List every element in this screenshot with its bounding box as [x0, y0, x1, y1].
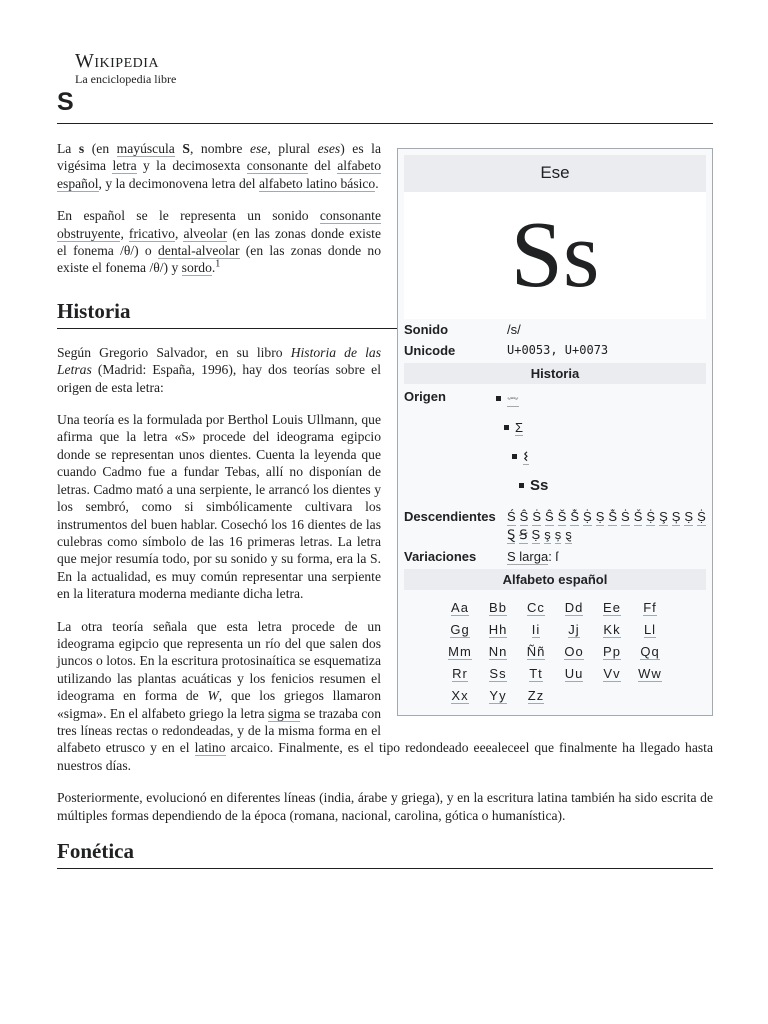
alfabeto-letter-link[interactable]: Bb — [489, 600, 507, 615]
descendiente-link[interactable]: Ṣ — [531, 527, 541, 542]
descendiente-link[interactable]: Ṧ — [608, 509, 618, 524]
infobox-title: Ese — [404, 155, 706, 192]
link-letra[interactable]: letra — [112, 158, 137, 174]
alfabeto-grid — [404, 592, 706, 709]
infobox-row-variaciones — [404, 546, 706, 567]
link-sordo[interactable]: sordo — [181, 260, 212, 276]
alfabeto-cell — [555, 664, 593, 683]
alfabeto-letter-link[interactable]: Rr — [452, 666, 468, 681]
alfabeto-cell — [555, 620, 593, 639]
unicode-label: Unicode — [404, 343, 456, 358]
alfabeto-letter-link[interactable]: Mm — [448, 644, 472, 659]
origen-value — [507, 388, 706, 504]
link-dental-alveolar[interactable]: dental-alveolar — [157, 243, 240, 259]
descendiente-link[interactable]: ş — [544, 527, 551, 542]
reference-1[interactable]: 1 — [215, 258, 221, 270]
descendiente-link[interactable]: Ṩ — [697, 509, 706, 524]
historia-paragraph-3: La otra teoría señala que esta letra procede de un ideograma egipcio que representa un río del que salen dos juncos o lotos. En la escritura protosinaítica se esquematiza utilizando las plantas acuáticas y los fenicios resumen el ideograma en forma de W, que los griegos llamaron «sigma». En el alfabeto griego la letra sigma se trazaba con tres líneas rectas o redondeadas, y de la misma forma en el alfabeto etrusco y en el latino arcaico. Finalmente, es el tipo redondeado eeealeceel que finalmente ha llegado hasta nuestros días. — [57, 618, 713, 773]
alfabeto-letter-link[interactable]: Ww — [638, 666, 662, 681]
intro-paragraph-2: En español se le representa un sonido consonante obstruyente, fricativo, alveolar (en las zonas donde existe el fonema /θ/) o dental-alveolar (en las zonas donde no existe el fonema /θ/) y sordo.$^1$ — [57, 208, 382, 276]
link-latino[interactable]: latino — [194, 740, 226, 756]
alfabeto-cell — [631, 598, 669, 617]
link-alfabeto-espanol[interactable]: alfabeto español — [57, 158, 382, 191]
descendiente-link[interactable]: Ŝ — [545, 509, 554, 524]
infobox-row-origen — [404, 386, 706, 506]
descendiente-link[interactable]: Ṩ — [583, 509, 592, 524]
alfabeto-cell — [555, 598, 593, 617]
sonido-value: /s/ — [507, 322, 521, 337]
origen-item[interactable]: Σ — [515, 417, 706, 446]
alfabeto-letter-link[interactable]: Uu — [564, 666, 584, 681]
alfabeto-cell — [631, 620, 669, 639]
alfabeto-cell — [517, 642, 555, 661]
alfabeto-cell — [593, 620, 631, 639]
variaciones-value: S larga: ſ — [507, 549, 559, 564]
alfabeto-letter-link[interactable]: Xx — [451, 688, 469, 703]
alfabeto-letter-link[interactable]: Hh — [488, 622, 508, 637]
origen-item: Ss — [530, 475, 706, 504]
descendiente-link[interactable]: Ș — [671, 509, 681, 524]
alfabeto-cell — [479, 620, 517, 639]
alfabeto-cell — [593, 642, 631, 661]
wikipedia-logo[interactable] — [75, 50, 215, 86]
descendiente-link[interactable]: Ś — [507, 509, 516, 524]
link-sigma[interactable]: sigma — [267, 705, 301, 721]
alfabeto-letter-link[interactable]: Jj — [568, 622, 580, 637]
link-consonante[interactable]: consonante — [246, 158, 308, 174]
descendiente-link[interactable]: Ȿ — [507, 527, 516, 542]
descendiente-link[interactable]: Ṣ — [684, 509, 694, 524]
historia-paragraph-2: Una teoría es la formulada por Berthol Louis Ullmann, que afirma que la letra «S» procede del ideograma egipcio donde se representan unos dientes. Cuenta la leyenda que cuando Cadmo fue a fundar Tebas, allí no disponían de letras. Cadmo mató a una serpiente, le arrancó los dientes y los sembró, como si simbólicamente cultivara los instrumentos del buen hablar. Cosechó los 16 dientes de las culebras como símbolo de las 16 primeras letras. La letra que mejor resumía todo, por su sonido y su forma, era la S. En la actualidad, es muy común representar una serpiente en la literatura moderna mediante dicha letra. — [57, 412, 381, 602]
descendiente-link[interactable]: ȿ — [565, 527, 572, 542]
alfabeto-letter-link[interactable]: Ff — [643, 600, 657, 615]
descendiente-link[interactable]: Ŝ — [519, 509, 529, 524]
alfabeto-letter-link[interactable]: Oo — [564, 644, 584, 659]
variaciones-label: Variaciones — [404, 549, 477, 564]
alfabeto-cell — [517, 598, 555, 617]
origen-label: Origen — [404, 389, 446, 404]
intro-paragraph-1: La s (en mayúscula S, nombre ese, plural eses) es la vigésima letra y la decimosexta consonante del alfabeto español, y la decimonovena letra del alfabeto latino básico. — [57, 141, 382, 191]
alfabeto-cell — [593, 598, 631, 617]
descendiente-link[interactable]: Ṩ — [646, 509, 656, 524]
alfabeto-letter-link[interactable]: Ee — [603, 600, 621, 615]
s-larga-link[interactable]: S larga — [507, 549, 549, 564]
origen-item[interactable]: 𓌓 — [507, 388, 706, 417]
alfabeto-cell — [441, 642, 479, 661]
descendientes-label: Descendientes — [404, 509, 496, 524]
alfabeto-letter-link[interactable]: Cc — [527, 600, 545, 615]
sonido-label: Sonido — [404, 322, 449, 337]
alfabeto-letter-link[interactable]: Ll — [643, 622, 657, 637]
infobox-row-descendientes — [404, 506, 706, 546]
alfabeto-letter-link[interactable]: Ss — [489, 666, 507, 681]
alfabeto-cell — [479, 664, 517, 683]
article-content — [57, 140, 713, 884]
alfabeto-letter-link[interactable]: Tt — [529, 666, 543, 681]
alfabeto-cell — [593, 664, 631, 683]
logo-name: Wikipedia — [75, 50, 160, 72]
alfabeto-letter-link[interactable]: Aa — [451, 600, 469, 615]
infobox-row-sonido — [404, 319, 706, 340]
infobox-historia-head: Historia — [404, 363, 706, 384]
link-obstruyente[interactable]: consonante obstruyente — [57, 208, 381, 241]
alfabeto-letter-link[interactable]: Zz — [527, 688, 545, 703]
descendiente-link[interactable]: Ꞩ — [519, 527, 528, 542]
descendiente-link[interactable]: Ṥ — [633, 509, 643, 524]
infobox-row-unicode — [404, 340, 706, 361]
alfabeto-cell — [631, 664, 669, 683]
alfabeto-cell — [631, 642, 669, 661]
link-fricativo[interactable]: fricativo — [128, 225, 175, 241]
alfabeto-cell — [441, 620, 479, 639]
alfabeto-letter-link[interactable]: Nn — [488, 644, 508, 659]
alfabeto-cell — [479, 642, 517, 661]
alfabeto-letter-link[interactable]: Dd — [564, 600, 584, 615]
descendiente-link[interactable]: Ş — [659, 509, 668, 524]
unicode-value: U+0053, U+0073 — [507, 343, 609, 357]
descendiente-link[interactable]: Ṡ — [621, 509, 630, 524]
link-alfabeto-latino[interactable]: alfabeto latino básico — [258, 175, 376, 191]
link-alveolar[interactable]: alveolar — [183, 225, 228, 241]
descendiente-link[interactable]: Š — [557, 509, 567, 524]
descendiente-link[interactable]: ș — [554, 527, 562, 542]
heading-historia: Historia — [57, 299, 713, 329]
alfabeto-letter-link[interactable]: Pp — [603, 644, 621, 659]
infobox-glyph: Ss — [404, 192, 706, 319]
heading-fonetica: Fonética — [57, 839, 713, 869]
descendiente-link[interactable]: Ṣ — [595, 509, 605, 524]
descendientes-list — [507, 508, 706, 544]
alfabeto-letter-link[interactable]: Yy — [489, 688, 507, 703]
alfabeto-letter-link[interactable]: Vv — [603, 666, 621, 681]
descendiente-link[interactable]: Ṧ — [570, 509, 580, 524]
alfabeto-cell — [517, 620, 555, 639]
origen-item[interactable]: 𐌔 — [523, 446, 706, 475]
historia-paragraph-4: Posteriormente, evolucionó en diferentes líneas (india, árabe y griega), y en la escritura latina también ha sido escrita de múltiples formas dependiendo de la época (romana, nacional, carolina, gótica o humanística). — [57, 790, 713, 823]
infobox — [397, 148, 713, 716]
alfabeto-cell — [555, 642, 593, 661]
alfabeto-cell — [479, 686, 517, 705]
infobox-alfabeto-head: Alfabeto español — [404, 569, 706, 590]
descendiente-link[interactable]: Ṡ — [532, 509, 542, 524]
logo-tagline: La enciclopedia libre — [75, 72, 177, 86]
alfabeto-letter-link[interactable]: Qq — [640, 644, 660, 659]
alfabeto-cell — [479, 598, 517, 617]
origen-list — [507, 388, 706, 504]
alfabeto-cell — [441, 664, 479, 683]
historia-paragraph-1: Según Gregorio Salvador, en su libro Historia de las Letras (Madrid: España, 1996), hay dos teorías sobre el origen de esta letra: — [57, 344, 382, 395]
alfabeto-cell — [517, 664, 555, 683]
link-mayuscula[interactable]: mayúscula — [116, 141, 175, 156]
alfabeto-cell — [441, 598, 479, 617]
alfabeto-letter-link[interactable]: Kk — [603, 622, 621, 637]
alfabeto-cell — [517, 686, 555, 705]
alfabeto-letter-link[interactable]: Ii — [531, 622, 541, 637]
page-title: S — [57, 88, 713, 124]
alfabeto-letter-link[interactable]: Gg — [450, 622, 470, 637]
alfabeto-cell — [441, 686, 479, 705]
alfabeto-letter-link[interactable]: Ññ — [526, 644, 546, 659]
